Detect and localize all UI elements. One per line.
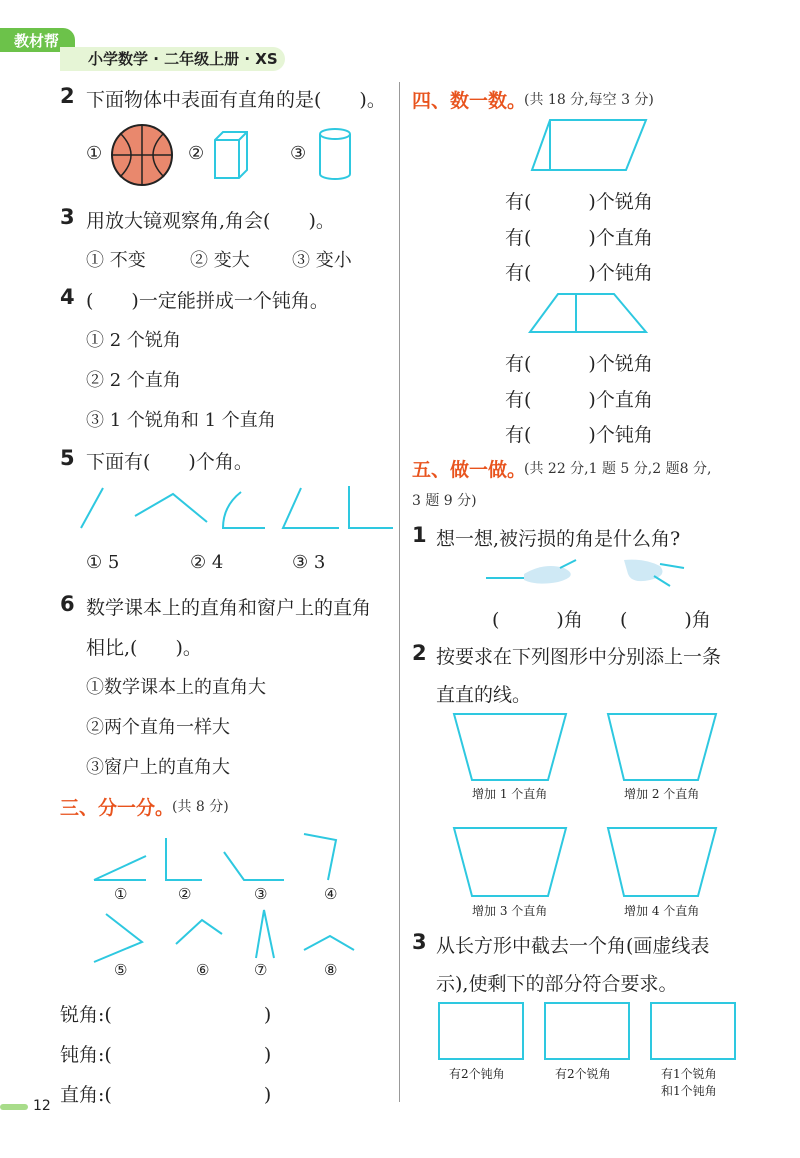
r-q3-number: 3 [412, 930, 427, 954]
q2-number: 2 [60, 84, 75, 108]
r-q2-caption-4: 增加 4 个直角 [624, 904, 700, 918]
r-q3-line1: 从长方形中截去一个角(画虚线表 [436, 935, 710, 957]
r-q2-number: 2 [412, 641, 427, 665]
r-q2-caption-3: 增加 3 个直角 [472, 904, 548, 918]
cylinder-icon [318, 128, 352, 182]
q4-opt-2: ② 2 个直角 [86, 370, 181, 391]
q5-text: 下面有( )个角。 [86, 451, 253, 473]
sec3-label-3: ③ [254, 885, 268, 903]
r-q3-caption-3: 有1个锐角 [661, 1067, 717, 1081]
q6-line2: 相比,( )。 [86, 637, 202, 659]
sec4-t-obtuse[interactable]: 有( )个钝角 [505, 424, 653, 446]
q6-opt-2: ②两个直角一样大 [86, 717, 230, 738]
q4-text: ( )一定能拼成一个钝角。 [86, 290, 329, 312]
sec4-p-right[interactable]: 有( )个直角 [505, 227, 653, 249]
sec3-angles-figure [90, 828, 360, 978]
basketball-icon [110, 123, 174, 187]
q6-line1: 数学课本上的直角和窗户上的直角 [86, 597, 372, 619]
r-q3-caption-2: 有2个锐角 [555, 1067, 611, 1081]
sec3-title: 三、分一分。 [60, 797, 175, 819]
page-number: 12 [33, 1098, 51, 1114]
q6-opt-1: ①数学课本上的直角大 [86, 677, 266, 698]
sec3-label-4: ④ [324, 885, 338, 903]
q3-opt-1: ① 不变 [86, 250, 146, 271]
q3-opt-3: ③ 变小 [292, 250, 352, 271]
column-divider [399, 82, 400, 1102]
trapezoid-figure [528, 292, 648, 334]
sec4-t-right[interactable]: 有( )个直角 [505, 389, 653, 411]
sec3-label-7: ⑦ [254, 961, 268, 979]
rectangles-figure [438, 1002, 738, 1060]
r-q3-line2: 示),使剩下的部分符合要求。 [436, 973, 678, 995]
q4-number: 4 [60, 285, 75, 309]
q2-text: 下面物体中表面有直角的是( )。 [86, 89, 386, 111]
q4-opt-1: ① 2 个锐角 [86, 330, 181, 351]
sec3-obtuse-answer[interactable]: 钝角:( ) [60, 1044, 272, 1066]
cuboid-icon [213, 130, 249, 180]
sec3-label-1: ① [114, 885, 128, 903]
r-q2-line1: 按要求在下列图形中分别添上一条 [436, 646, 722, 668]
r-q3-caption-1: 有2个钝角 [449, 1067, 505, 1081]
r-q2-line2: 直直的线。 [436, 684, 532, 706]
q3-number: 3 [60, 205, 75, 229]
q5-number: 5 [60, 446, 75, 470]
q6-number: 6 [60, 592, 75, 616]
q5-opt-2: ② 4 [190, 552, 224, 573]
trapezoids-figure [452, 712, 718, 896]
sec4-t-acute[interactable]: 有( )个锐角 [505, 353, 653, 375]
q3-opt-2: ② 变大 [190, 250, 250, 271]
parallelogram-figure [530, 118, 650, 172]
sec5-title: 五、做一做。 [412, 459, 527, 481]
q5-opt-3: ③ 3 [292, 552, 326, 573]
q2-opt-2: ② [188, 143, 205, 164]
smudged-angles-figure [484, 556, 694, 588]
r-q1-number: 1 [412, 523, 427, 547]
sec4-note: (共 18 分,每空 3 分) [524, 92, 654, 108]
sec4-p-acute[interactable]: 有( )个锐角 [505, 191, 653, 213]
q5-angles-figure [75, 482, 395, 532]
sec3-label-5: ⑤ [114, 961, 128, 979]
sec3-label-2: ② [178, 885, 192, 903]
q2-opt-3: ③ [290, 143, 307, 164]
r-q2-caption-1: 增加 1 个直角 [472, 787, 548, 801]
r-q1-blank-2[interactable]: ( )角 [620, 609, 711, 631]
q4-opt-3: ③ 1 个锐角和 1 个直角 [86, 410, 276, 431]
q3-text: 用放大镜观察角,角会( )。 [86, 210, 335, 232]
sec5-note-2: 3 题 9 分) [412, 493, 477, 509]
r-q3-caption-4: 和1个钝角 [661, 1084, 717, 1098]
q2-opt-1: ① [86, 143, 103, 164]
header-title: 小学数学 · 二年级上册 · XS [88, 50, 278, 68]
footer-bar [0, 1104, 28, 1110]
r-q2-caption-2: 增加 2 个直角 [624, 787, 700, 801]
sec3-label-6: ⑥ [196, 961, 210, 979]
r-q1-blank-1[interactable]: ( )角 [492, 609, 583, 631]
sec3-acute-answer[interactable]: 锐角:( ) [60, 1004, 272, 1026]
brand-label: 教材帮 [14, 32, 60, 50]
sec3-note: (共 8 分) [172, 799, 229, 815]
sec5-note-1: (共 22 分,1 题 5 分,2 题8 分, [524, 461, 712, 477]
r-q1-text: 想一想,被污损的角是什么角? [436, 528, 681, 550]
q6-opt-3: ③窗户上的直角大 [86, 757, 230, 778]
sec3-label-8: ⑧ [324, 961, 338, 979]
q5-opt-1: ① 5 [86, 552, 120, 573]
sec3-right-answer[interactable]: 直角:( ) [60, 1084, 272, 1106]
sec4-title: 四、数一数。 [412, 90, 527, 112]
sec4-p-obtuse[interactable]: 有( )个钝角 [505, 262, 653, 284]
